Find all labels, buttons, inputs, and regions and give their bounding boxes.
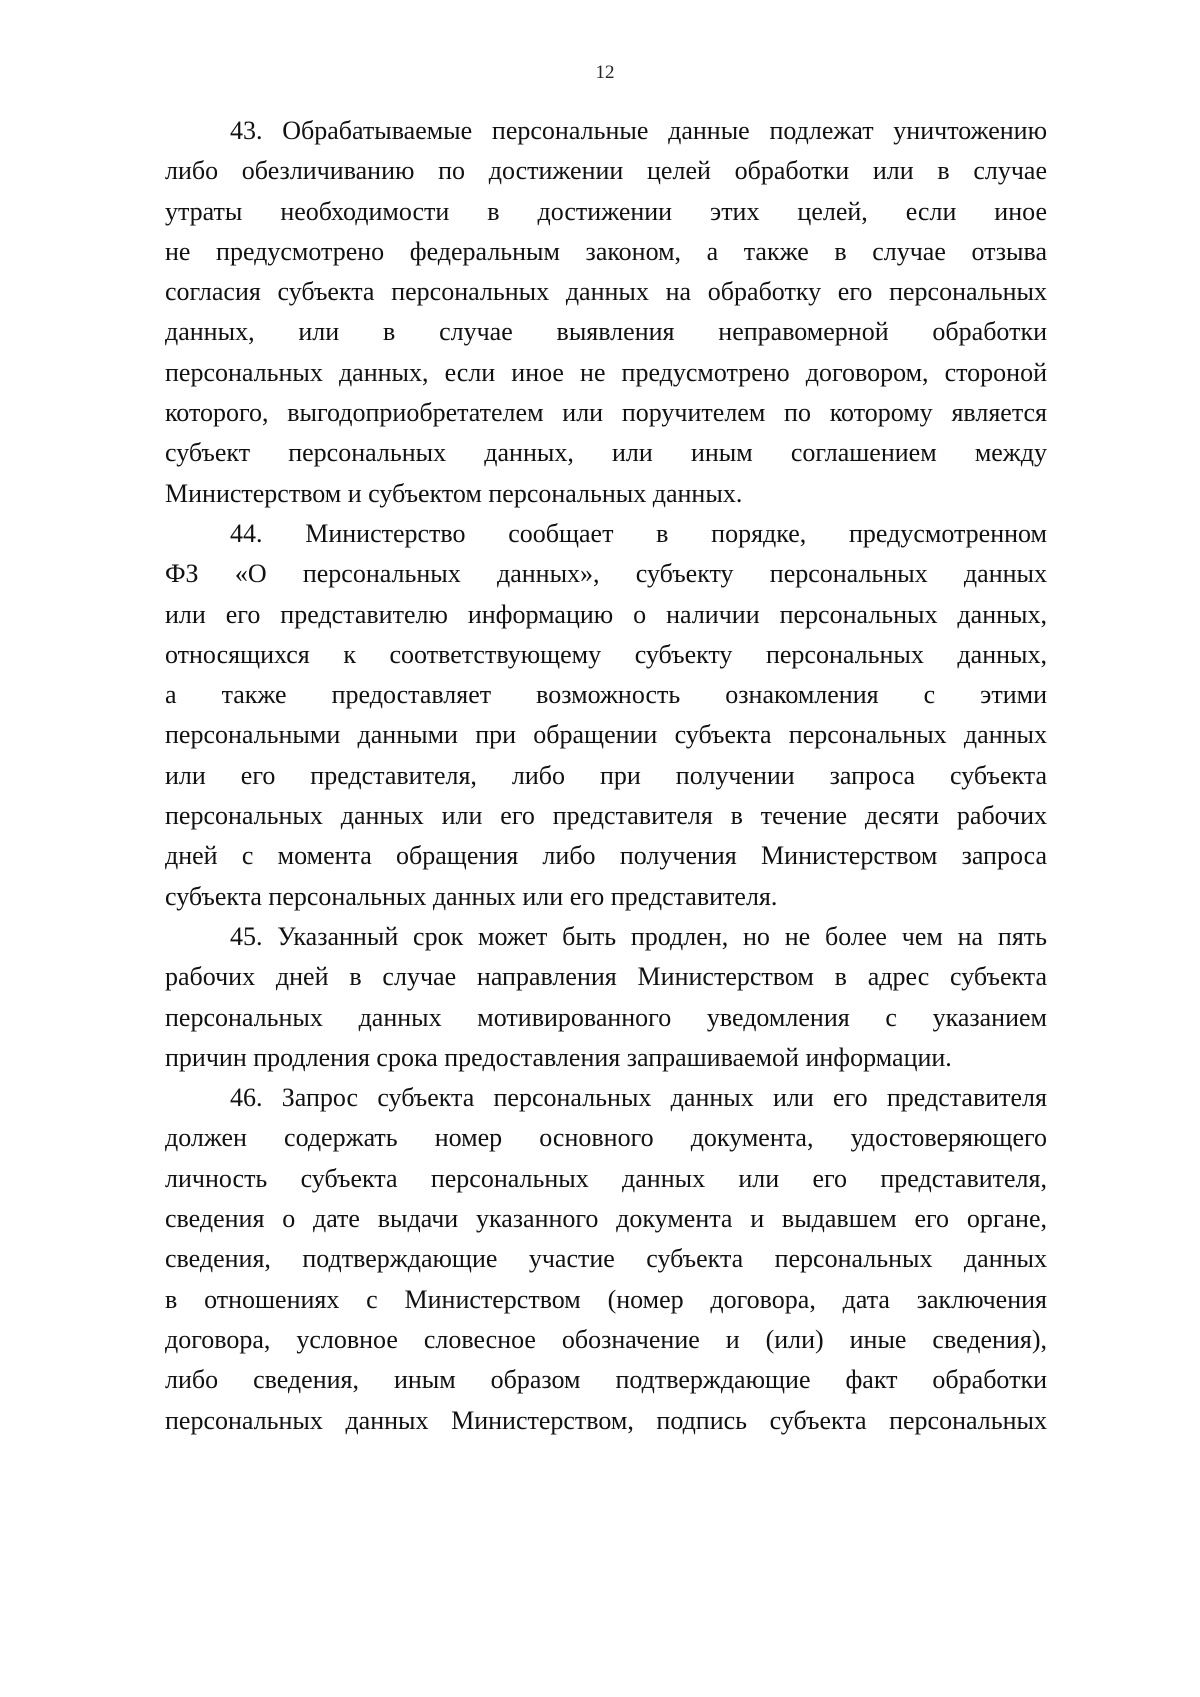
text-line: субъекта персональных данных или его представителя. [165,881,778,911]
text-line: или его представителя, либо при получении запроса субъекта [165,760,1047,790]
text-line: в отношениях с Министерством (номер договора, дата заключения [165,1284,1047,1314]
text-line: 46. Запрос субъекта персональных данных или его представителя [230,1083,1047,1113]
text-line: или его представителю информацию о наличии персональных данных, [165,599,1047,629]
text-line: персональными данными при обращении субъекта персональных данных [165,720,1047,750]
text-line: утраты необходимости в достижении этих целей, если иное [165,196,1047,226]
text-line: причин продления срока предоставления запрашиваемой информации. [165,1042,952,1072]
text-line: персональных данных мотивированного уведомления с указанием [165,1002,1047,1032]
text-line: не предусмотрено федеральным законом, а также в случае отзыва [165,236,1047,266]
text-line: относящихся к соответствующему субъекту персональных данных, [165,639,1047,669]
paragraph [165,1078,1047,1441]
paragraph [165,917,1047,1078]
text-line: либо сведения, иным образом подтверждающие факт обработки [165,1365,1047,1395]
text-line: Министерством и субъектом персональных данных. [165,478,743,508]
text-line: 43. Обрабатываемые персональные данные подлежат уничтожению [230,116,1047,145]
text-line: либо обезличиванию по достижении целей обработки или в случае [165,156,1047,186]
paragraph [165,514,1047,917]
text-line: 44. Министерство сообщает в порядке, предусмотренном [230,518,1047,548]
text-line: а также предоставляет возможность ознакомления с этими [165,680,1047,710]
document-body [165,111,1047,1441]
text-line: сведения, подтверждающие участие субъекта персональных данных [165,1244,1047,1274]
text-line: договора, условное словесное обозначение и (или) иные сведения), [165,1324,1047,1354]
page-number: 12 [595,62,615,83]
paragraph [165,111,1047,514]
text-line: 45. Указанный срок может быть продлен, но не более чем на пять [230,921,1047,951]
text-line: ФЗ «О персональных данных», субъекту персональных данных [165,559,1047,589]
text-line: сведения о дате выдачи указанного документа и выдавшем его органе, [165,1204,1047,1234]
text-line: личность субъекта персональных данных или его представителя, [165,1163,1047,1193]
text-line: рабочих дней в случае направления Министерством в адрес субъекта [165,962,1047,992]
text-line: должен содержать номер основного документа, удостоверяющего [165,1123,1047,1153]
text-line: персональных данных Министерством, подпись субъекта персональных [165,1405,1047,1435]
text-line: которого, выгодоприобретателем или поручителем по которому является [165,398,1047,428]
text-line: персональных данных, если иное не предусмотрено договором, стороной [165,357,1047,387]
text-line: субъект персональных данных, или иным соглашением между [165,438,1047,468]
text-line: согласия субъекта персональных данных на обработку его персональных [165,277,1047,307]
text-line: данных, или в случае выявления неправомерной обработки [165,317,1047,347]
text-line: дней с момента обращения либо получения Министерством запроса [165,841,1047,871]
text-line: персональных данных или его представителя в течение десяти рабочих [165,801,1047,831]
